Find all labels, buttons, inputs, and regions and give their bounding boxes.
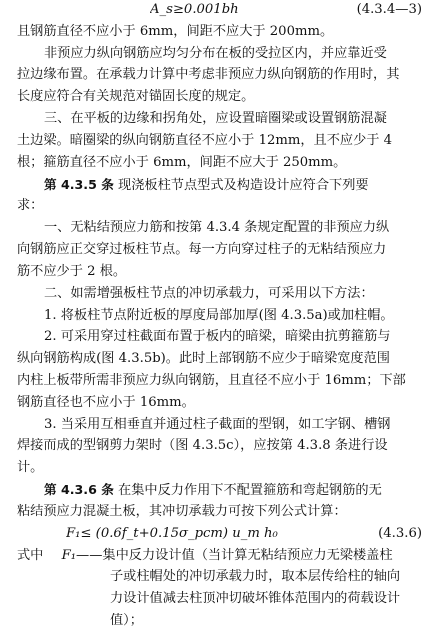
text-line: 3. 当采用互相垂直并通过柱子截面的型钢，如工字钢、槽钢 (44, 417, 391, 432)
definition-line: 力设计值减去柱顶冲切破坏锥体范围内的荷载设计 (110, 591, 401, 606)
article-label: 第 4.3.6 条 (44, 482, 114, 497)
article-text: 现浇板柱节点型式及构造设计应符合下列要 (118, 178, 369, 193)
article-text: 在集中反力作用下不配置箍筋和弯起钢筋的无 (118, 483, 382, 498)
text-line: 非预应力纵向钢筋应均匀分布在板的受拉区内，并应靠近受 (44, 46, 387, 61)
text-line: 纵向钢筋构成(图 4.3.5b)。此时上部钢筋不应少于暗梁宽度范围 (17, 351, 390, 366)
text-line: 长度应符合有关规范对锚固长度的规定。 (17, 89, 255, 104)
text-line: 焊接而成的型钢剪力架时（图 4.3.5c），应按第 4.3.8 条进行设 (17, 438, 388, 453)
article-label: 第 4.3.5 条 (44, 177, 114, 192)
text-line: 根；箍筋直径不应小于 6mm，间距不应大于 250mm。 (17, 155, 347, 170)
formula-expression: F₁≤ (0.6f_t+0.15σ_pcm) u_m h₀ (66, 526, 278, 541)
definition-line: 子或柱帽处的冲切承载力时，取本层传给柱的轴向 (110, 569, 401, 584)
formula-number: (4.3.6) (378, 526, 422, 541)
text-line: 2. 可采用穿过柱截面布置于板内的暗梁，暗梁由抗剪箍筋与 (44, 329, 391, 344)
text-line: 土边梁。暗圈梁的纵向钢筋直径不应小于 12mm，且不应少于 4 (17, 133, 393, 148)
definition-text: 集中反力设计值（当计算无粘结预应力无梁楼盖柱 (102, 548, 393, 563)
text-line: 求： (17, 198, 44, 213)
text-line: 拉边缘布置。在承载力计算中考虑非预应力纵向钢筋的作用时，其 (17, 67, 400, 82)
text-line: 向钢筋应正交穿过板柱节点。每一方向穿过柱子的无粘结预应力 (17, 242, 387, 257)
formula-4-3-4-3 (150, 1, 432, 19)
formula-expression: A_s≥0.001bh (150, 2, 239, 17)
definition-first-line (17, 547, 432, 565)
text-line: 粘结预应力混凝土板，其冲切承载力可按下列公式计算： (17, 504, 347, 519)
text-line: 一、无粘结预应力筋和按第 4.3.4 条规定配置的非预应力纵 (44, 220, 390, 235)
definition-symbol: F₁—— (61, 548, 103, 563)
definition-line: 值）； (110, 613, 143, 628)
article-4-3-6-heading (44, 481, 432, 500)
formula-4-3-6 (66, 525, 432, 543)
text-line: 筋不应少于 2 根。 (17, 264, 127, 279)
text-line: 1. 将板柱节点附近板的厚度局部加厚(图 4.3.5a)或加柱帽。 (44, 308, 394, 323)
text-line: 钢筋直径也不应小于 16mm。 (17, 395, 195, 410)
definition-prefix: 式中 (17, 548, 44, 563)
formula-number: (4.3.4—3) (356, 2, 422, 17)
text-line: 三、在平板的边缘和拐角处，应设置暗圈梁或设置钢筋混凝 (44, 111, 387, 126)
text-line: 二、如需增强板柱节点的冲切承载力，可采用以下方法： (44, 286, 374, 301)
text-line: 且钢筋直径不应小于 6mm，间距不应大于 200mm。 (17, 24, 334, 39)
article-4-3-5-heading (44, 176, 432, 195)
text-line: 内柱上板带所需非预应力纵向钢筋，且直径不应小于 16mm；下部 (17, 373, 406, 388)
text-line: 计。 (17, 460, 44, 475)
